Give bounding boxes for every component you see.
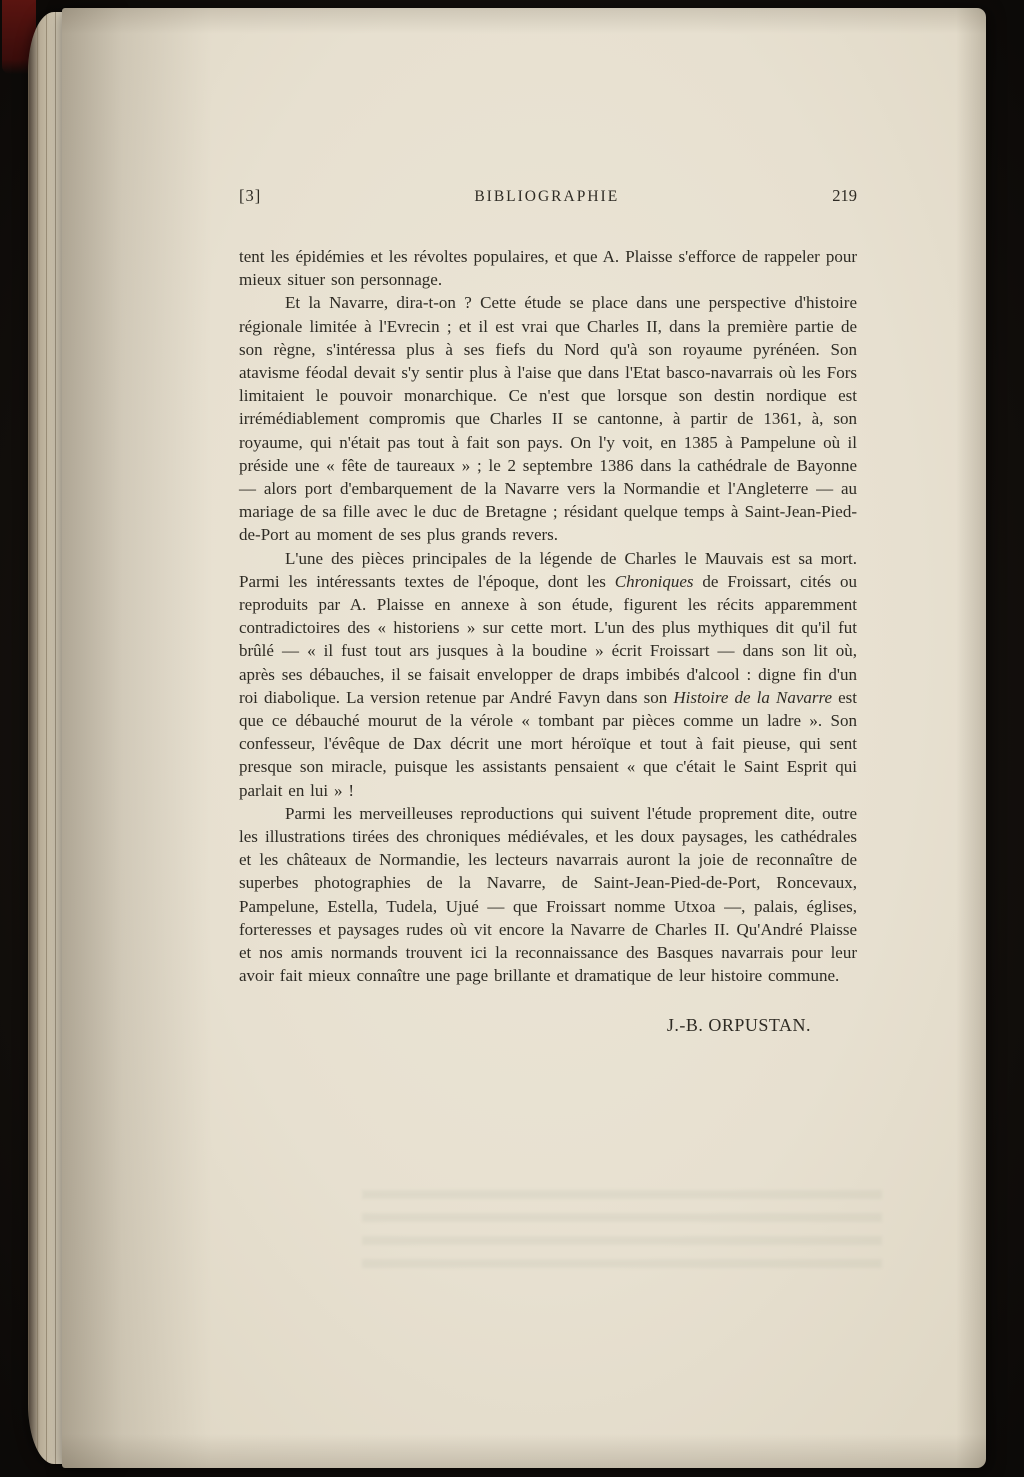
section-marker: [3] bbox=[239, 186, 262, 205]
paragraph bbox=[239, 547, 857, 802]
show-through-ghost-text bbox=[362, 1190, 882, 1278]
text-run: L'une des pièces principales de la légende de Charles le Mauvais est sa mort. Parmi les intéressants textes de l'époque, dont les bbox=[239, 548, 857, 591]
text-run: Parmi les merveilleuses reproductions qui suivent l'étude proprement dite, outre les illustrations tirées des chroniques médiévales, et les doux paysages, les cathédrales et les châteaux de Normandie, les lecteurs navarrais auront la joie de reconnaître de superbes photographies de la Navarre, de Saint-Jean-Pied-de-Port, Roncevaux, Pampelune, Estella, Tudela, Ujué — que Froissart nomme Utxoa —, palais, églises, forteresses et paysages rudes où vit encore la Navarre de Charles II. Qu'André Plaisse et nos amis normands trouvent ici la reconnaissance des Basques navarrais pour leur avoir fait mieux connaître une page brillante et dramatique de leur histoire commune. bbox=[239, 803, 857, 986]
text-run: de Froissart, cités ou reproduits par A. Plaisse en annexe à son étude, figurent les récits apparemment contradictoires des « historiens » sur cette mort. L'un des plus mythiques dit qu'il fut brûlé — « il fust tout ars jusques à la boudine » écrit Froissart — dans son lit où, après ses débauches, il se faisait envelopper de draps imbibés d'alcool : digne fin d'un roi diabolique. La version retenue par André Favyn dans son bbox=[239, 571, 857, 707]
page-number: 219 bbox=[832, 186, 857, 205]
text-run: Et la Navarre, dira-t-on ? Cette étude se place dans une perspective d'histoire régionale limitée à l'Evrecin ; et il est vrai que Charles II, dans la première partie de son règne, s'intéressa plus à ses fiefs du Nord qu'à son royaume pyrénéen. Son atavisme féodal devait s'y sentir plus à l'aise que dans l'Etat basco-navarrais où les Fors limitaient le pouvoir monarchique. Ce n'est que lorsque son destin nordique est irrémédiablement compromis que Charles II se cantonne, à partir de 1361, à, son royaume, qui n'était pas tout à fait son pays. On l'y voit, en 1385 à Pampelune où il préside une « fête de taureaux » ; le 2 septembre 1386 dans la cathédrale de Bayonne — alors port d'embarquement de la Navarre vers la Normandie et l'Angleterre — au mariage de sa fille avec le duc de Bretagne ; résidant quelque temps à Saint-Jean-Pied-de-Port au moment de ses plus grands revers. bbox=[239, 293, 857, 545]
book-page bbox=[62, 8, 986, 1468]
paragraph bbox=[239, 291, 857, 546]
italic-work-title: Histoire de la Navarre bbox=[673, 687, 833, 707]
body-text bbox=[239, 245, 857, 988]
page-header bbox=[239, 186, 857, 206]
page-content bbox=[239, 186, 857, 1036]
text-run: est que ce débauché mourut de la vérole « tombant par pièces comme un ladre ». Son confesseur, l'évêque de Dax décrit une mort héroïque et tout à fait pieuse, qui sent presque son miracle, puisque les assistants pensaient « que c'était le Saint Esprit qui parlait en lui » ! bbox=[239, 687, 857, 800]
italic-work-title: Chroniques bbox=[614, 571, 694, 591]
text-run: tent les épidémies et les révoltes populaires, et que A. Plaisse s'efforce de rappeler pour mieux situer son personnage. bbox=[239, 247, 857, 290]
running-title: BIBLIOGRAPHIE bbox=[474, 188, 620, 205]
author-signature: J.-B. ORPUSTAN. bbox=[666, 1014, 811, 1035]
paragraph bbox=[239, 802, 857, 988]
paragraph bbox=[239, 245, 857, 291]
